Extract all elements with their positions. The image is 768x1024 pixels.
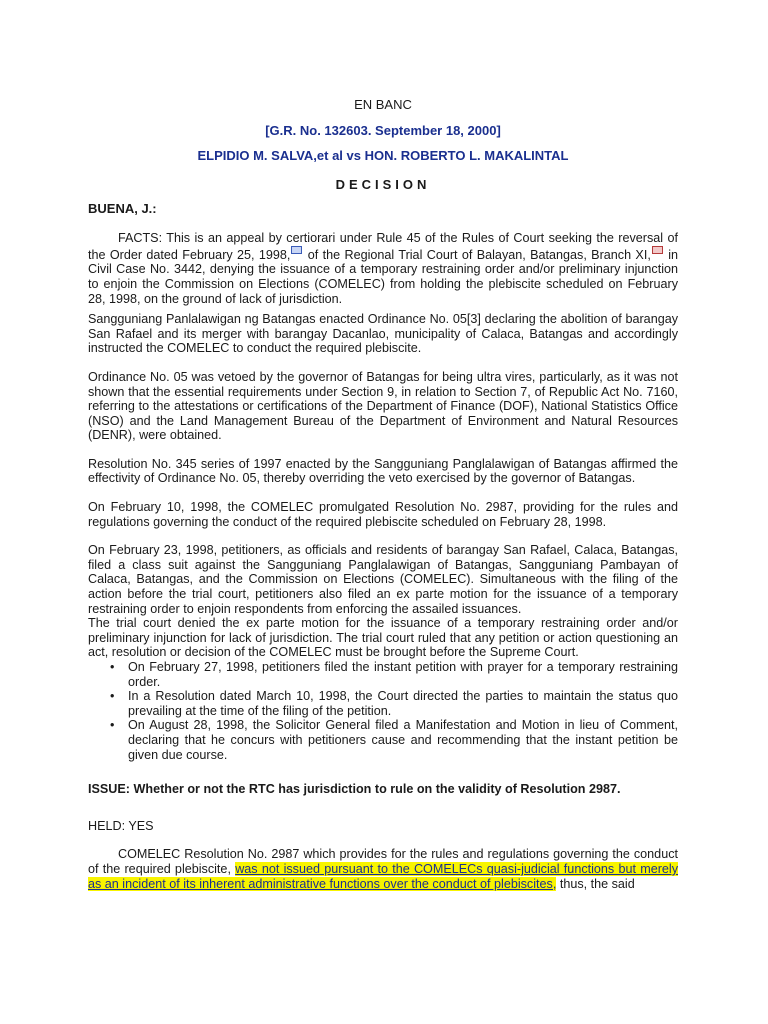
list-item: • In a Resolution dated March 10, 1998, the Court directed the parties to maintain the status quo prevailing at the time of the filing of the petition.: [110, 689, 678, 718]
paragraph-veto: Ordinance No. 05 was vetoed by the governor of Batangas for being ultra vires, particularly, as it was not shown that the essential requirements under Section 9, in relation to Section 7, of Republic Act No. 7160, referring to the attestations or certifications of the Department of Finance (DOF), National Statistics Office (NSO) and the Land Management Bureau of the Department of Environment and Natural Resources (DENR), were obtained.: [88, 369, 678, 443]
facts-paragraph: FACTS: This is an appeal by certiorari under Rule 45 of the Rules of Court seeking the reversal of the Order dated February 25, 1998, of the Regional Trial Court of Balayan, Batangas, Branch XI, in Civil Case No. 3442, denying the issuance of a temporary restraining order and/or preliminary injunction to enjoin the Commission on Elections (COMELEC) from holding the plebiscite scheduled on February 28, 1998, on the ground of lack of jurisdiction.: [88, 230, 679, 306]
footnote-2-icon[interactable]: [652, 246, 663, 254]
decision-heading: DECISION: [335, 176, 431, 192]
paragraph-trial-court: The trial court denied the ex parte motion for the issuance of a temporary restraining order and/or preliminary injunction for lack of jurisdiction. The trial court ruled that any petition or action questioning an act, resolution or decision of the COMELEC must be brought before the Supreme Court.: [88, 616, 678, 660]
ponente: BUENA, J.:: [88, 201, 157, 217]
highlighted-text: was not issued pursuant to the COMELECs quasi-judicial functions but merely as an incident of its inherent administrative functions over the conduct of plebiscites,: [88, 861, 678, 891]
case-number: [G.R. No. 132603. September 18, 2000]: [265, 122, 501, 138]
paragraph-resolution-345: Resolution No. 345 series of 1997 enacted by the Sangguniang Panglalawigan of Batangas affirmed the effectivity of Ordinance No. 05, thereby overriding the veto exercised by the governor of Batangas.: [88, 456, 678, 486]
held-statement: HELD: YES: [88, 818, 154, 833]
list-item: • On August 28, 1998, the Solicitor General filed a Manifestation and Motion in lieu of Comment, declaring that he concurs with petitioners cause and recommending that the instant petition be given due course.: [110, 718, 678, 762]
list-item: • On February 27, 1998, petitioners filed the instant petition with prayer for a temporary restraining order.: [110, 660, 678, 689]
ruling-paragraph: COMELEC Resolution No. 2987 which provides for the rules and regulations governing the conduct of the required plebiscite, was not issued pursuant to the COMELECs quasi-judicial functions but merely as an incident of its inherent administrative functions over the conduct of plebiscites, thus, the said: [88, 847, 678, 891]
paragraph-class-suit: On February 23, 1998, petitioners, as officials and residents of barangay San Rafael, Calaca, Batangas, filed a class suit against the Sangguniang Panglalawigan of Batangas, Sangguniang Pambayan of Calaca, Batangas, and the Commission on Elections (COMELEC). Simultaneous with the filing of the action before the trial court, petitioners also filed an ex parte motion for the issuance of a temporary restraining order to enjoin respondents from enforcing the assailed issuances.: [88, 543, 678, 616]
issue-statement: ISSUE: Whether or not the RTC has jurisdiction to rule on the validity of Resolution 2987.: [88, 782, 621, 797]
document-body: [88, 98, 678, 891]
bullet-icon: •: [110, 689, 115, 704]
case-parties: ELPIDIO M. SALVA,et al vs HON. ROBERTO L. MAKALINTAL: [197, 148, 569, 164]
footnote-1-icon[interactable]: [291, 246, 302, 254]
bullet-icon: •: [110, 718, 115, 733]
procedural-list: [88, 660, 678, 762]
paragraph-resolution-2987: On February 10, 1998, the COMELEC promulgated Resolution No. 2987, providing for the rules and regulations governing the conduct of the required plebiscite scheduled on February 28, 1998.: [88, 500, 678, 529]
court-division: EN BANC: [354, 97, 412, 112]
paragraph-ordinance: Sangguniang Panlalawigan ng Batangas enacted Ordinance No. 05[3] declaring the abolition of barangay San Rafael and its merger with barangay Dacanlao, municipality of Calaca, Batangas and accordingly instructed the COMELEC to conduct the required plebiscite.: [88, 312, 678, 356]
bullet-icon: •: [110, 660, 115, 674]
